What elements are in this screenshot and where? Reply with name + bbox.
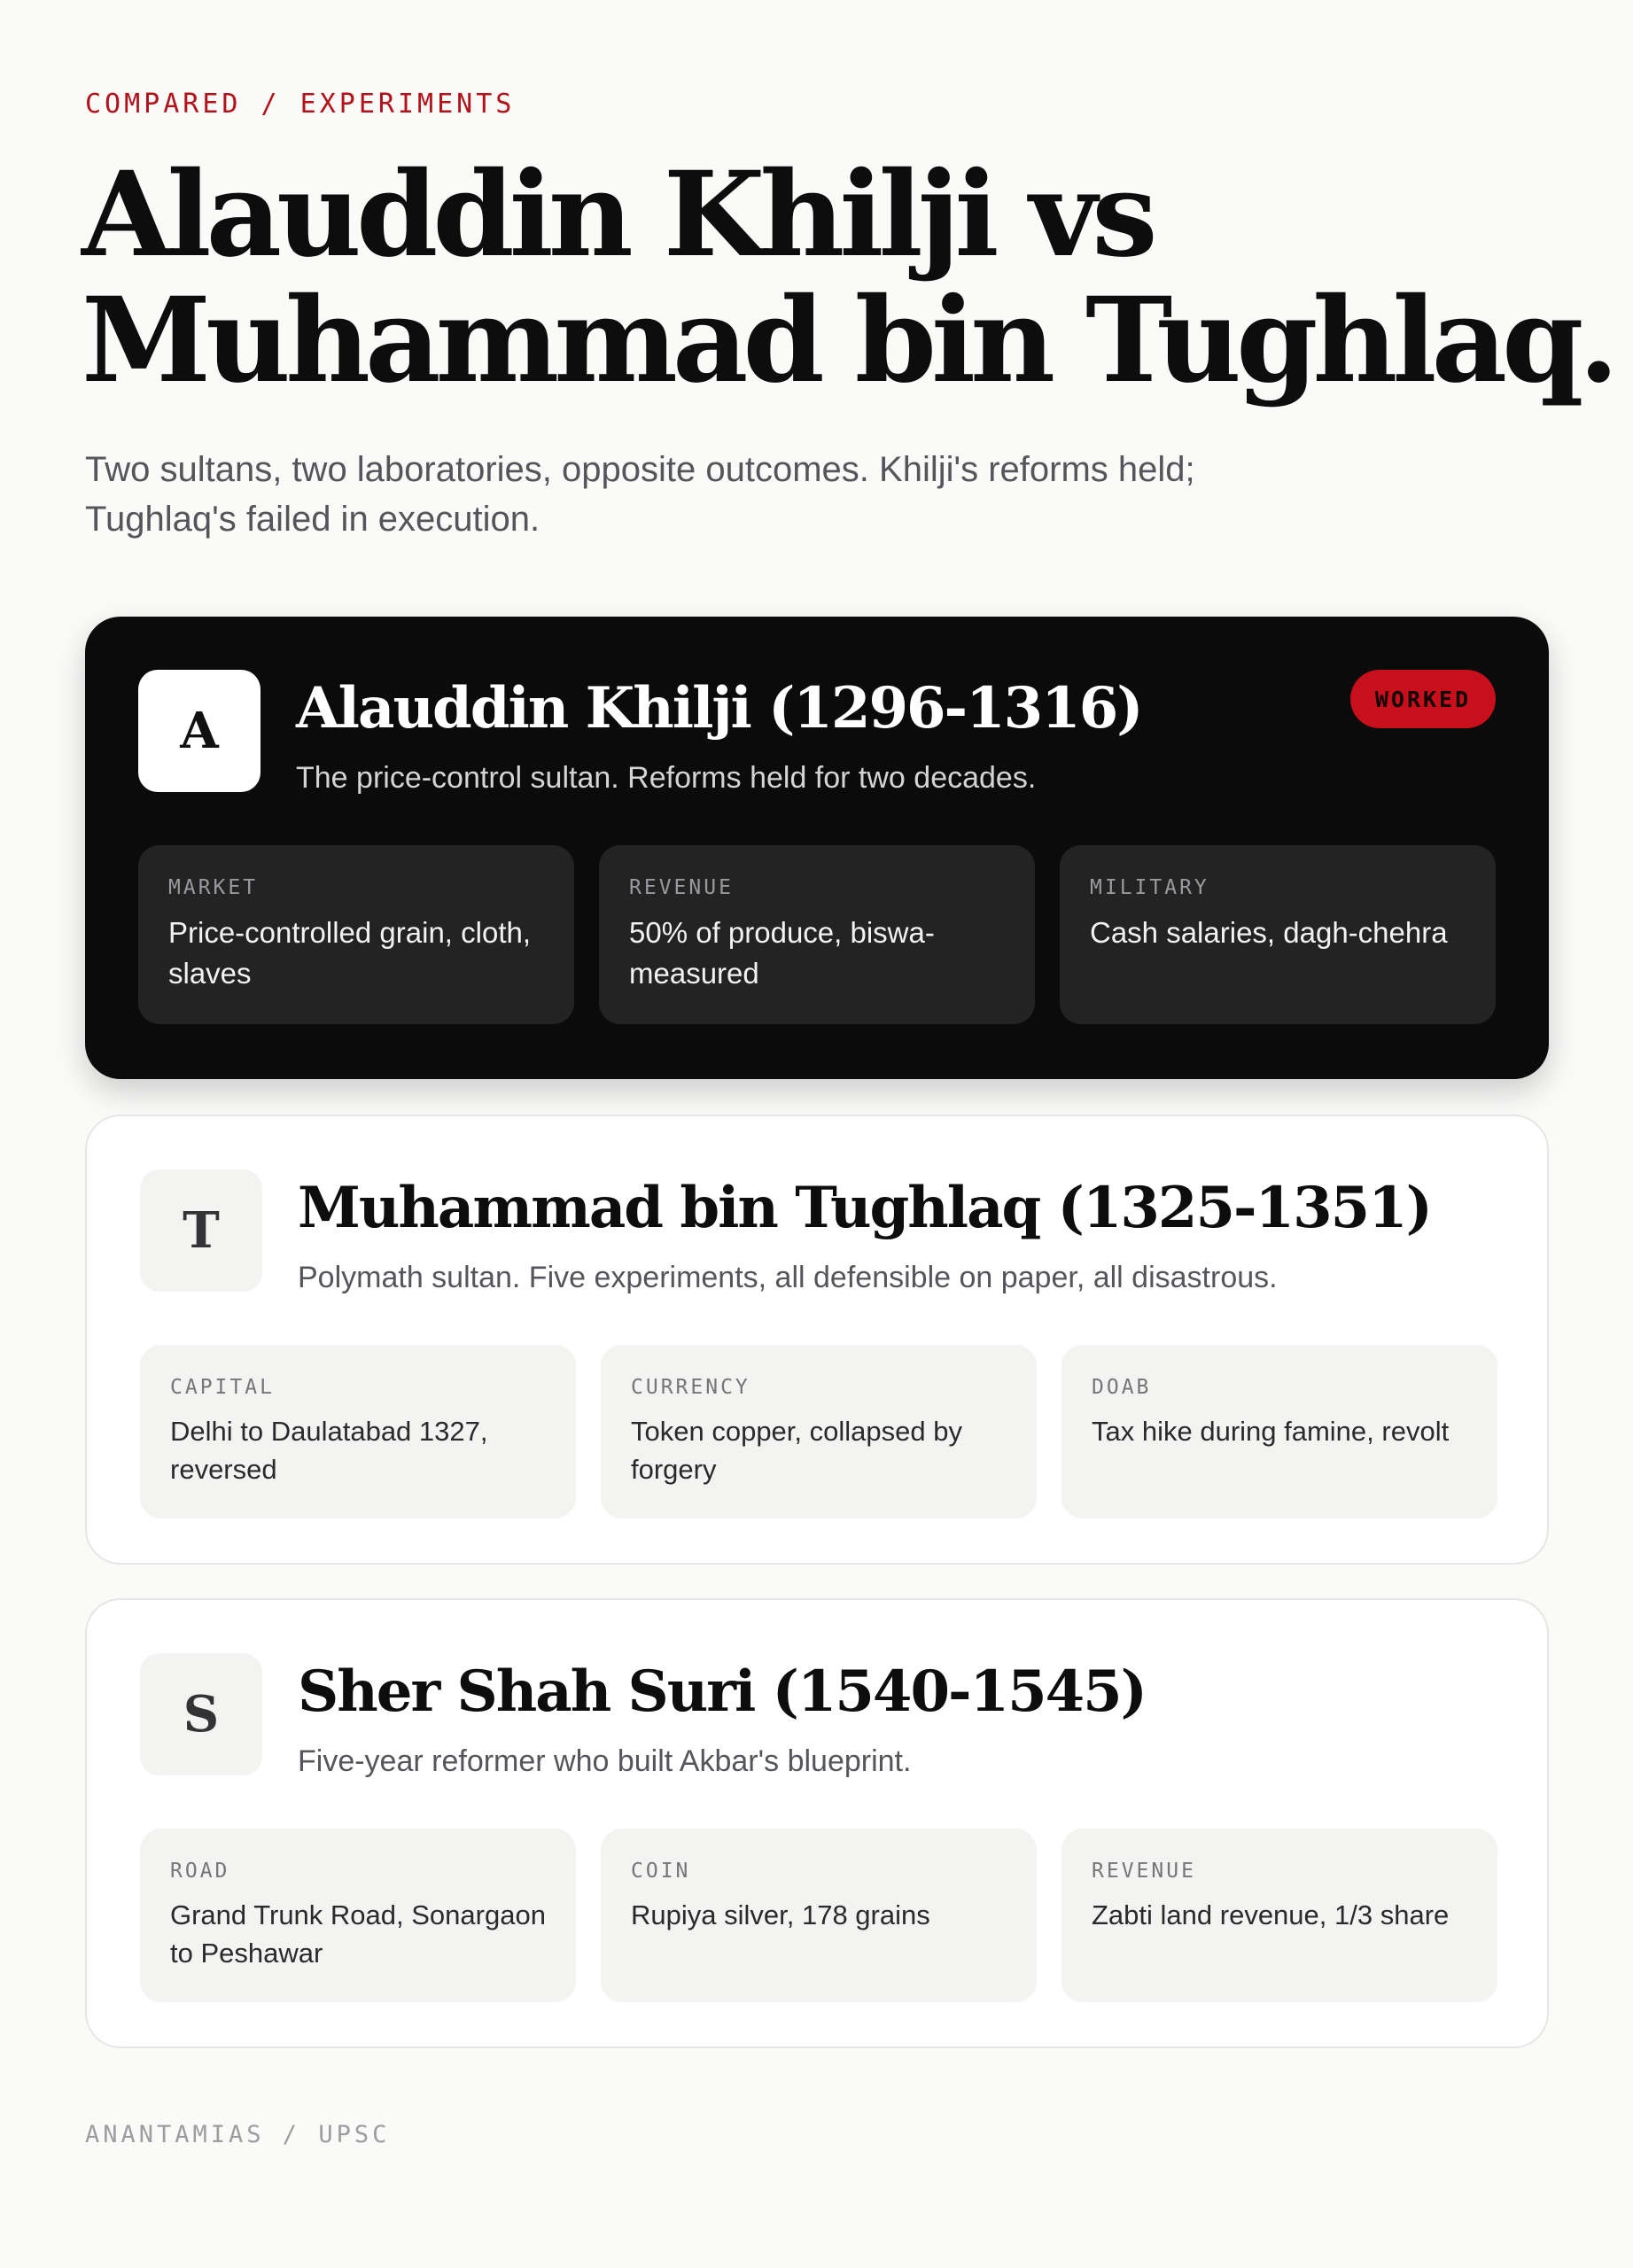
page-title-line-2: Muhammad bin Tughlaq. — [82, 272, 1614, 409]
ruler-initial-avatar: A — [138, 670, 261, 792]
status-badge: WORKED — [1350, 670, 1496, 728]
fact-value: Cash salaries, dagh-chehra — [1090, 916, 1448, 949]
fact-label: CAPITAL — [170, 1376, 275, 1399]
fact-value: Delhi to Daulatabad 1327, reversed — [170, 1416, 488, 1485]
ruler-card-title: Alauddin Khilji (1296-1316) — [296, 675, 1142, 742]
fact-tile — [140, 1345, 576, 1518]
fact-value: Zabti land revenue, 1/3 share — [1092, 1899, 1450, 1930]
fact-tile — [1061, 1345, 1497, 1518]
fact-label: REVENUE — [629, 876, 734, 899]
eyebrow-breadcrumb: COMPARED / EXPERIMENTS — [85, 89, 516, 120]
ruler-card-tughlaq — [85, 1115, 1549, 1565]
fact-label: CURRENCY — [631, 1376, 750, 1399]
ruler-card-description: The price-control sultan. Reforms held for two decades. — [296, 761, 1037, 795]
fact-tile — [601, 1345, 1037, 1518]
page-title-line-1: Alauddin Khilji vs — [82, 146, 1153, 284]
fact-label: COIN — [631, 1860, 691, 1883]
fact-value: Token copper, collapsed by forgery — [631, 1416, 962, 1485]
fact-tile — [1060, 845, 1496, 1024]
fact-value: Rupiya silver, 178 grains — [631, 1899, 930, 1930]
fact-tile — [138, 845, 574, 1024]
fact-grid — [140, 1345, 1497, 1518]
ruler-initial-avatar: S — [140, 1653, 262, 1775]
fact-label: MILITARY — [1090, 876, 1209, 899]
fact-tile — [599, 845, 1035, 1024]
page-title — [82, 146, 1614, 409]
ruler-initial-avatar: T — [140, 1169, 262, 1292]
fact-tile — [1061, 1829, 1497, 2002]
ruler-card-description: Five-year reformer who built Akbar's blueprint. — [298, 1744, 912, 1778]
fact-value: 50% of produce, biswa-measured — [629, 916, 935, 990]
page-subtitle-line-2: Tughlaq's failed in execution. — [85, 500, 540, 539]
page-subtitle — [85, 445, 1414, 544]
fact-label: MARKET — [168, 876, 259, 899]
fact-label: DOAB — [1092, 1376, 1152, 1399]
fact-value: Price-controlled grain, cloth, slaves — [168, 916, 532, 990]
footer-credit: ANANTAMIAS / UPSC — [85, 2121, 391, 2148]
page-subtitle-line-1: Two sultans, two laboratories, opposite outcomes. Khilji's reforms held; — [85, 450, 1195, 489]
ruler-card-title: Muhammad bin Tughlaq (1325-1351) — [298, 1175, 1431, 1241]
fact-grid — [140, 1829, 1497, 2002]
fact-label: REVENUE — [1092, 1860, 1196, 1883]
ruler-card-title: Sher Shah Suri (1540-1545) — [298, 1658, 1146, 1725]
fact-label: ROAD — [170, 1860, 230, 1883]
fact-tile — [601, 1829, 1037, 2002]
fact-value: Grand Trunk Road, Sonargaon to Peshawar — [170, 1899, 546, 1969]
ruler-card-khilji — [85, 617, 1549, 1079]
ruler-card-description: Polymath sultan. Five experiments, all defensible on paper, all disastrous. — [298, 1261, 1278, 1294]
fact-value: Tax hike during famine, revolt — [1092, 1416, 1450, 1447]
ruler-card-sher-shah — [85, 1598, 1549, 2048]
fact-grid — [138, 845, 1496, 1024]
fact-tile — [140, 1829, 576, 2002]
